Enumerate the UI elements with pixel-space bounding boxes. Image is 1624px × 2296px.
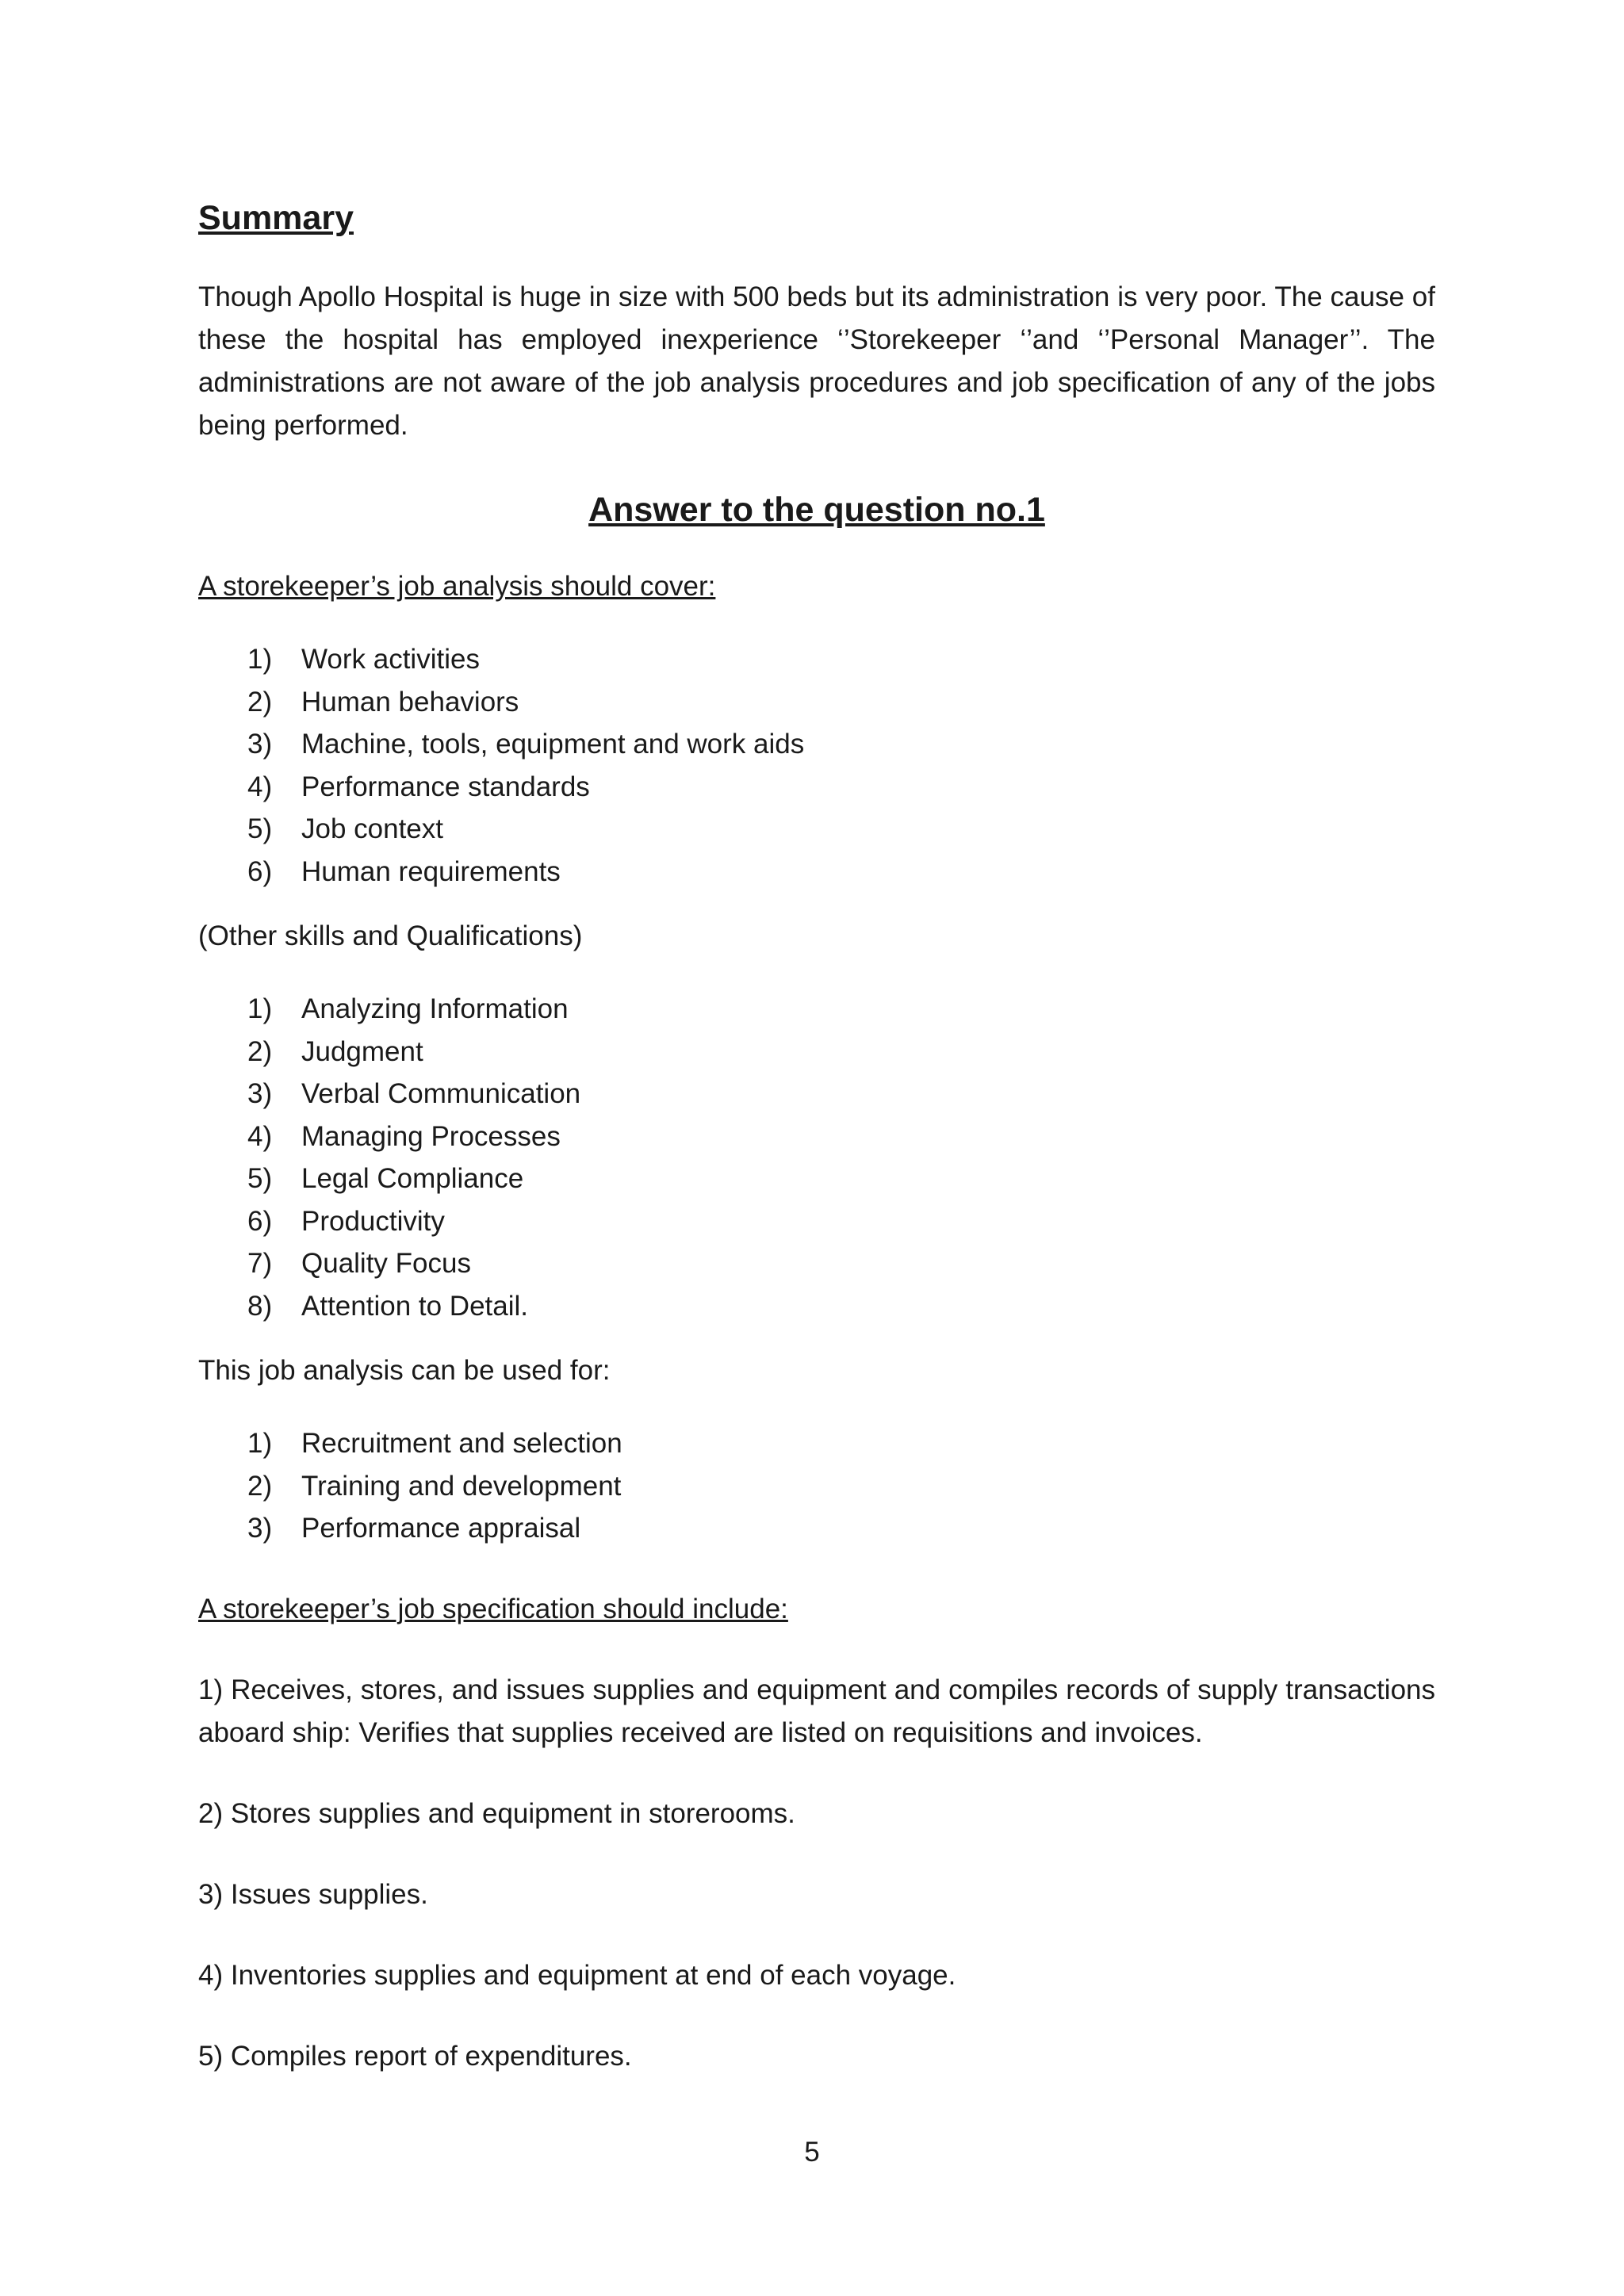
page-number: 5 <box>804 2137 820 2168</box>
list-item: 2) Judgment <box>247 1035 423 1067</box>
list-item: 3) Verbal Communication <box>247 1078 581 1110</box>
uses-list <box>198 1422 1435 1550</box>
job-analysis-list <box>198 638 1435 893</box>
list-item: 4) Managing Processes <box>247 1120 561 1152</box>
list-item: 2) Training and development <box>247 1470 622 1502</box>
skills-list <box>198 988 1435 1327</box>
list-item: 2) Human behaviors <box>247 686 519 718</box>
list-item: 1) Recruitment and selection <box>247 1428 622 1460</box>
list-item: 4) Performance standards <box>247 771 590 802</box>
job-specification-intro: A storekeeper’s job specification should include: <box>198 1593 788 1624</box>
skills-intro: (Other skills and Qualifications) <box>198 920 583 952</box>
list-item: 3) Machine, tools, equipment and work aids <box>247 729 805 760</box>
list-item: 6) Human requirements <box>247 855 561 887</box>
uses-intro: This job analysis can be used for: <box>198 1355 611 1387</box>
list-item: 5) Job context <box>247 813 443 845</box>
list-item: 8) Attention to Detail. <box>247 1290 528 1322</box>
spec-item: 2) Stores supplies and equipment in storerooms. <box>198 1797 795 1829</box>
list-item: 5) Legal Compliance <box>247 1163 524 1195</box>
list-item: 1) Work activities <box>247 644 480 675</box>
list-item: 3) Performance appraisal <box>247 1513 581 1544</box>
summary-heading: Summary <box>198 199 354 237</box>
spec-item: 5) Compiles report of expenditures. <box>198 2040 632 2072</box>
answer-heading: Answer to the question no.1 <box>588 490 1045 529</box>
spec-item: 3) Issues supplies. <box>198 1878 428 1910</box>
document-page <box>198 198 1435 2116</box>
job-analysis-intro: A storekeeper’s job analysis should cover: <box>198 571 716 603</box>
list-item: 1) Analyzing Information <box>247 993 569 1025</box>
spec-item: 4) Inventories supplies and equipment at end of each voyage. <box>198 1959 956 1991</box>
list-item: 6) Productivity <box>247 1205 445 1237</box>
spec-item: 1) Receives, stores, and issues supplies and equipment and compiles records of supply transactions aboard ship: Verifies that supplies received are listed on requisitions and invoices. <box>198 1674 1435 1748</box>
list-item: 7) Quality Focus <box>247 1248 471 1280</box>
summary-paragraph: Though Apollo Hospital is huge in size with 500 beds but its administration is very poor. The cause of these the hospital has employed inexperience ‘’Storekeeper ‘’and ‘’Personal Manager’’. The administrations are not aware of the job analysis procedures and job specification of any of the jobs being performed. <box>198 281 1435 441</box>
